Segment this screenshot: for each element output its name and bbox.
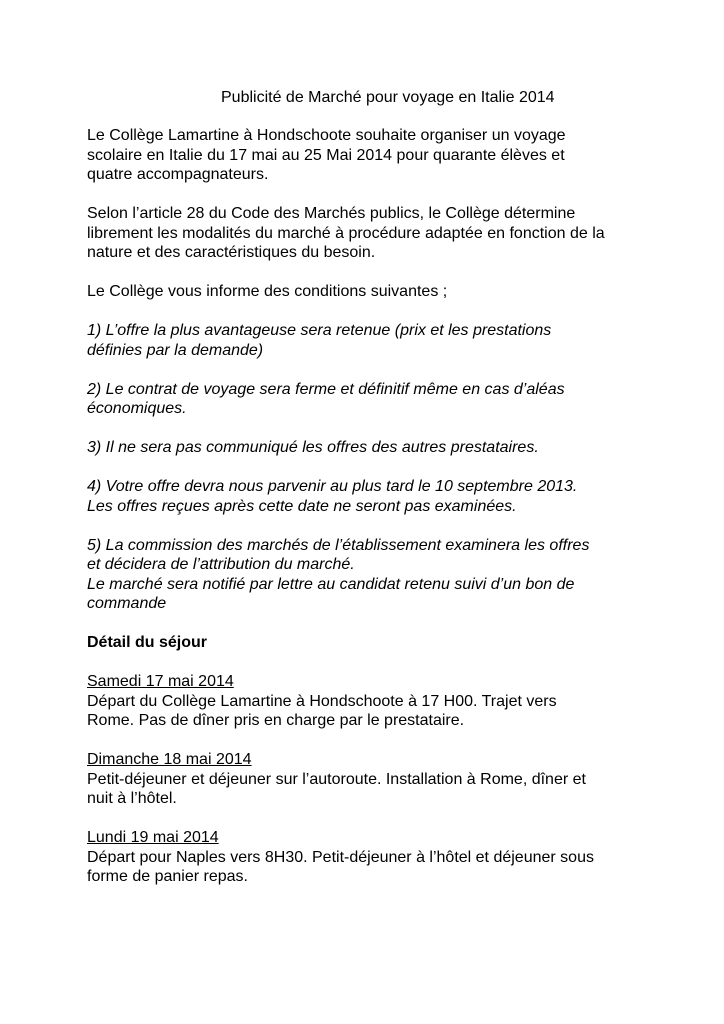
day-entry [87,672,687,731]
text-line: 2) Le contrat de voyage sera ferme et définitif même en cas d’aléas [87,380,565,398]
intro-paragraph [87,126,687,185]
condition-2 [87,380,687,419]
text-line: scolaire en Italie du 17 mai au 25 Mai 2014 pour quarante élèves et [87,146,565,164]
text-line: Départ pour Naples vers 8H30. Petit-déjeuner à l’hôtel et déjeuner sous [87,848,594,866]
text-line: 4) Votre offre devra nous parvenir au plus tard le 10 septembre 2013. [87,478,578,495]
text-line: 1) L’offre la plus avantageuse sera retenue (prix et les prestations [87,322,552,339]
text-line: Petit-déjeuner et déjeuner sur l’autoroute. Installation à Rome, dîner et [87,770,586,788]
text-line: commande [87,595,167,612]
text-line: 5) La commission des marchés de l’établissement examinera les offres [87,536,590,554]
day-date: Dimanche 18 mai 2014 [87,751,252,768]
text-line: Le marché sera notifié par lettre au candidat retenu suivi d’un bon de [87,575,575,593]
article-paragraph [87,204,687,263]
text-line: nature et des caractéristiques du besoin. [87,244,376,261]
text-line: Le Collège Lamartine à Hondschoote souhaite organiser un voyage [87,127,566,144]
text-line: Selon l’article 28 du Code des Marchés publics, le Collège détermine [87,205,576,222]
condition-5 [87,536,687,614]
text-line: quatre accompagnateurs. [87,166,269,183]
document-body [87,126,687,906]
document-title: Publicité de Marché pour voyage en Italie 2014 [221,89,555,106]
day-date: Lundi 19 mai 2014 [87,829,219,846]
conditions-intro [87,282,687,302]
text-line: forme de panier repas. [87,868,248,885]
text-line: Rome. Pas de dîner pris en charge par le prestataire. [87,712,465,729]
condition-1 [87,321,687,360]
text-line: 3) Il ne sera pas communiqué les offres des autres prestataires. [87,439,539,456]
day-date: Samedi 17 mai 2014 [87,673,234,690]
condition-3 [87,438,687,458]
condition-4 [87,477,687,516]
text-line: Les offres reçues après cette date ne seront pas examinées. [87,497,517,515]
text-line: Départ du Collège Lamartine à Hondschoote à 17 H00. Trajet vers [87,692,557,710]
text-line: Détail du séjour [87,634,208,651]
day-entry [87,828,687,887]
text-line: et décidera de l’attribution du marché. [87,556,355,573]
text-line: nuit à l’hôtel. [87,790,177,807]
day-entry [87,750,687,809]
text-line: Le Collège vous informe des conditions suivantes ; [87,283,448,300]
text-line: définies par la demande) [87,341,264,359]
section-title [87,633,687,653]
text-line: librement les modalités du marché à procédure adaptée en fonction de la [87,224,605,242]
text-line: économiques. [87,400,187,417]
